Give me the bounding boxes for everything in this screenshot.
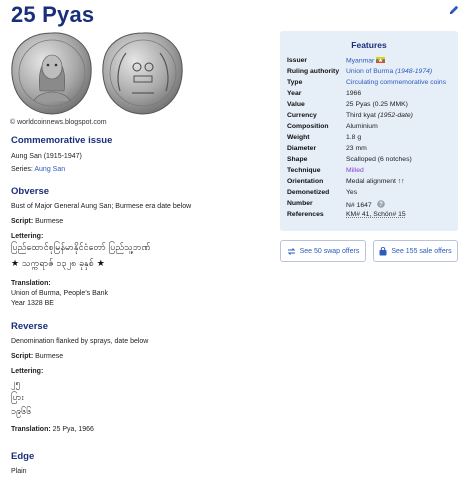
issuer-key: Issuer [287,57,308,64]
feature-row-year [287,90,455,101]
issuer-value: Myanmar [346,57,375,65]
obverse-translation-line1: Union of Burma, People's Bank [11,290,109,297]
demonetized-key: Demonetized [287,189,330,196]
edge-heading: Edge [11,451,35,462]
feature-row-type [287,79,455,90]
swap-offers-button[interactable] [280,240,366,262]
feature-row-ruling-authority [287,68,455,79]
feature-row-issuer [287,57,455,68]
year-value: 1966 [346,90,362,97]
orientation-value: Medal alignment ↑↑ [346,178,405,185]
orientation-key: Orientation [287,178,324,185]
obverse-heading: Obverse [11,186,50,197]
myanmar-flag-icon [376,57,385,63]
reverse-lettering-label: Lettering: [11,368,44,375]
swap-icon [287,247,296,256]
currency-value: Third kyat [346,112,376,119]
coin-images[interactable] [10,31,186,115]
bag-icon [379,247,387,256]
swap-offers-label: See 50 swap offers [299,247,360,255]
composition-value: Aluminium [346,123,378,130]
obverse-lettering-line2: ★ သက္ကရာဇ် ၁၃၂၈ ခုနှစ် ★ [11,259,105,269]
obverse-script-value: Burmese [35,218,64,225]
feature-row-demonetized [287,189,455,200]
obverse-translation-line2: Year 1328 BE [11,300,54,307]
feature-row-references [287,211,455,222]
diameter-key: Diameter [287,145,317,152]
technique-link[interactable]: Milled [346,167,364,174]
value-value: 25 Pyas (0.25 MMK) [346,101,408,108]
number-value-wrap [346,200,385,209]
reverse-script-value: Burmese [35,353,64,360]
obverse-section [11,186,273,309]
series-label: Series: [11,166,33,173]
page-title: 25 Pyas [11,2,95,27]
commemorative-section [11,135,273,175]
weight-key: Weight [287,134,310,141]
feature-row-number [287,200,455,211]
issuer-link[interactable] [346,57,385,65]
image-credit: © worldcoinnews.blogspot.com [10,119,107,126]
composition-key: Composition [287,123,329,130]
ruling-period: (1948-1974) [395,68,433,75]
feature-row-orientation [287,178,455,189]
obverse-coin-image [12,33,91,114]
sale-offers-label: See 155 sale offers [391,247,452,255]
feature-row-technique [287,167,455,178]
type-link[interactable]: Circulating commemorative coins [346,79,447,86]
references-value[interactable]: KM# 41, Schön# 15 [346,211,406,218]
year-key: Year [287,90,302,97]
ruling-link[interactable] [346,68,432,75]
commemorative-subject: Aung San (1915-1947) [11,153,82,160]
reverse-section [11,321,273,435]
reverse-translation [11,425,273,435]
series-line [11,165,273,175]
ruling-key: Ruling authority [287,68,340,75]
features-heading: Features [351,40,387,50]
reverse-coin-image [103,33,182,114]
obverse-lettering-line1: ပြည်ထောင်စုမြန်မာနိုင်ငံတော် ပြည်သူ့ဘဏ် [11,243,151,253]
currency-period: (1952-date) [377,112,413,119]
reverse-description: Denomination flanked by sprays, date below [11,338,149,345]
value-key: Value [287,101,305,108]
feature-row-composition [287,123,455,134]
feature-row-value [287,101,455,112]
reverse-translation-value: 25 Pya, 1966 [52,426,94,433]
technique-key: Technique [287,167,321,174]
reverse-translation-label: Translation: [11,426,51,433]
references-key: References [287,211,324,218]
type-key: Type [287,79,303,86]
reverse-script [11,352,273,362]
currency-value-wrap [346,112,413,119]
weight-value: 1.8 g [346,134,362,141]
edge-value: Plain [11,468,27,475]
reverse-lettering-line2: ပြား [11,393,24,403]
currency-key: Currency [287,112,317,119]
number-key: Number [287,200,313,207]
number-value: N# 1647 [346,202,372,209]
obverse-description: Bust of Major General Aung San; Burmese era date below [11,203,192,210]
reverse-heading: Reverse [11,321,48,332]
edge-section [11,451,273,477]
features-panel [280,31,458,231]
demonetized-value: Yes [346,189,358,196]
pencil-icon[interactable] [448,4,460,16]
commemorative-heading: Commemorative issue [11,135,113,146]
shape-key: Shape [287,156,308,163]
sale-offers-button[interactable] [373,240,458,262]
feature-row-weight [287,134,455,145]
series-link[interactable]: Aung San [34,166,66,173]
feature-row-currency [287,112,455,123]
obverse-script [11,217,273,227]
svg-text:?: ? [378,202,383,208]
help-icon[interactable] [377,200,385,208]
ruling-value: Union of Burma [346,68,394,75]
reverse-lettering-line1: ၂၅ [11,379,21,389]
obverse-script-label: Script: [11,218,34,225]
obverse-translation-label: Translation: [11,280,51,287]
obverse-lettering-label: Lettering: [11,233,44,240]
reverse-script-label: Script: [11,353,34,360]
feature-row-shape [287,156,455,167]
shape-value: Scalloped (6 notches) [346,156,412,163]
diameter-value: 23 mm [346,145,367,152]
feature-row-diameter [287,145,455,156]
reverse-lettering-line3: ၁၉၆၆ [11,407,32,417]
